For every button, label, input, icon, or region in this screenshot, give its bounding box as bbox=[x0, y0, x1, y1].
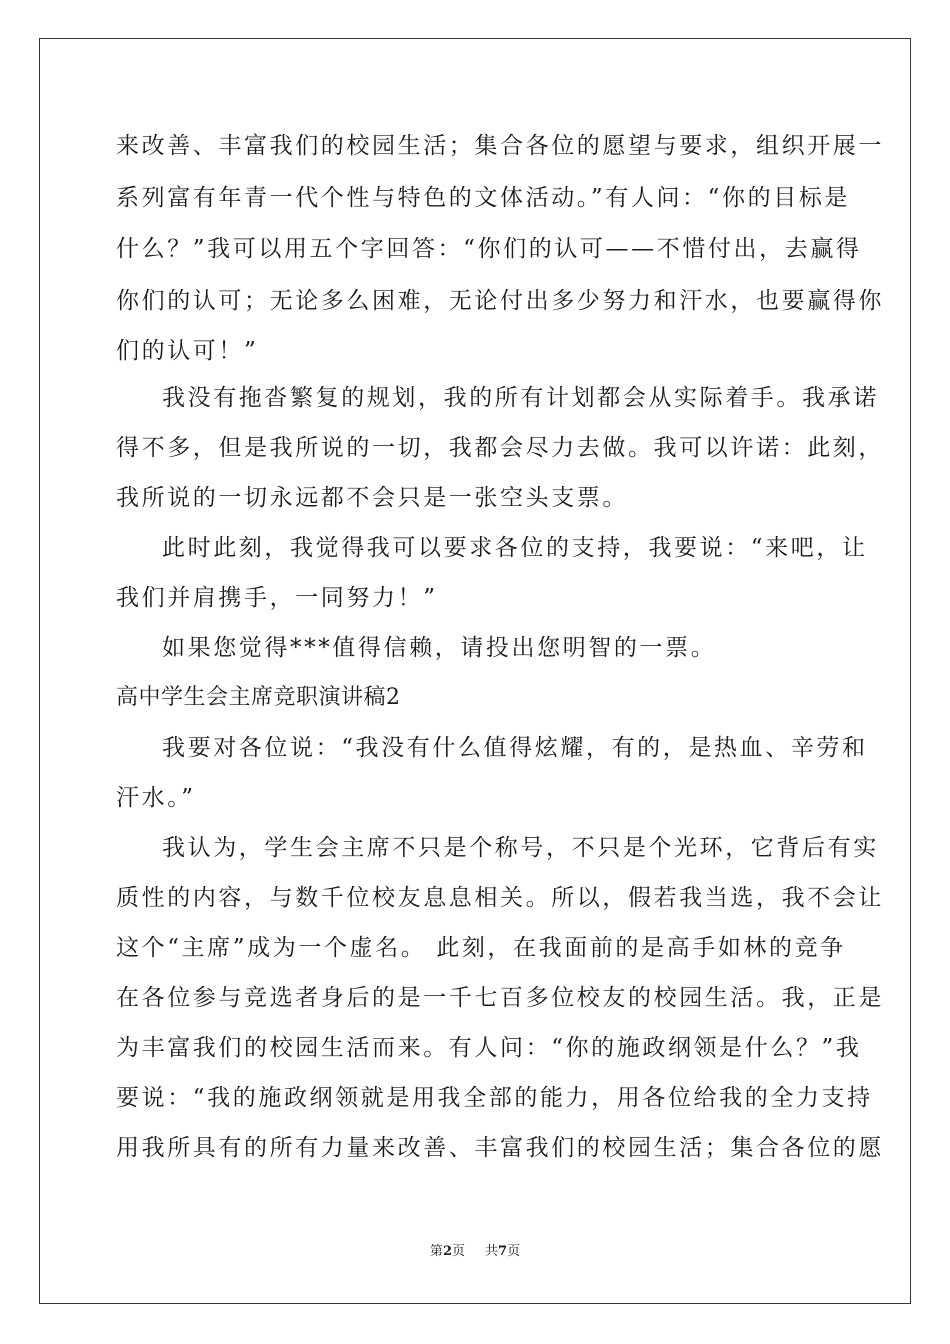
text-line: 我们并肩携手，一同努力！” bbox=[116, 585, 438, 611]
text-line: 要说：“我的施政纲领就是用我全部的能力，用各位给我的全力支持 bbox=[116, 1085, 873, 1111]
text-line: 质性的内容，与数千位校友息息相关。所以，假若我当选，我不会让 bbox=[116, 885, 884, 911]
text-line: 在各位参与竞选者身后的是一千七百多位校友的校园生活。我，正是 bbox=[116, 985, 884, 1011]
text-line: 汗水。” bbox=[116, 785, 196, 811]
page-suffix: 页 bbox=[451, 1244, 465, 1259]
text-line: 我所说的一切永远都不会只是一张空头支票。 bbox=[116, 485, 628, 511]
text-line: 这个“主席”成为一个虚名。 此刻，在我面前的是高手如林的竞争 bbox=[116, 935, 846, 961]
section-heading: 高中学生会主席竞职演讲稿2 bbox=[116, 685, 401, 710]
text-line: 你们的认可；无论多么困难，无论付出多少努力和汗水，也要赢得你 bbox=[116, 288, 884, 314]
text-line: 用我所具有的所有力量来改善、丰富我们的校园生活；集合各位的愿 bbox=[116, 1135, 884, 1161]
text-line: 什么？”我可以用五个字回答：“你们的认可——不惜付出，去赢得 bbox=[116, 236, 862, 262]
text-line: 系列富有年青一代个性与特色的文体活动。”有人问：“你的目标是 bbox=[116, 185, 851, 211]
paragraph-start-line: 我要对各位说：“我没有什么值得炫耀，有的，是热血、辛劳和 bbox=[162, 735, 868, 761]
text-line: 得不多，但是我所说的一切，我都会尽力去做。我可以许诺：此刻， bbox=[116, 435, 884, 461]
paragraph-start-line: 我没有拖沓繁复的规划，我的所有计划都会从实际着手。我承诺 bbox=[162, 385, 879, 411]
page-number: 2 bbox=[442, 1244, 452, 1259]
page-prefix: 第 bbox=[429, 1244, 443, 1259]
page-footer bbox=[0, 1243, 950, 1261]
total-pages: 7 bbox=[498, 1244, 508, 1259]
paragraph-start-line: 如果您觉得***值得信赖，请投出您明智的一票。 bbox=[162, 635, 717, 661]
text-line: 们的认可！” bbox=[116, 338, 259, 364]
page-border bbox=[39, 38, 911, 1304]
text-line: 来改善、丰富我们的校园生活；集合各位的愿望与要求，组织开展一 bbox=[116, 133, 884, 159]
paragraph-start-line: 我认为，学生会主席不只是个称号，不只是个光环，它背后有实 bbox=[162, 835, 879, 861]
paragraph-start-line: 此时此刻，我觉得我可以要求各位的支持，我要说：“来吧，让 bbox=[162, 535, 868, 561]
total-prefix: 共 bbox=[485, 1244, 499, 1259]
total-suffix: 页 bbox=[507, 1244, 521, 1259]
text-line: 为丰富我们的校园生活而来。有人问：“你的施政纲领是什么？”我 bbox=[116, 1035, 862, 1061]
